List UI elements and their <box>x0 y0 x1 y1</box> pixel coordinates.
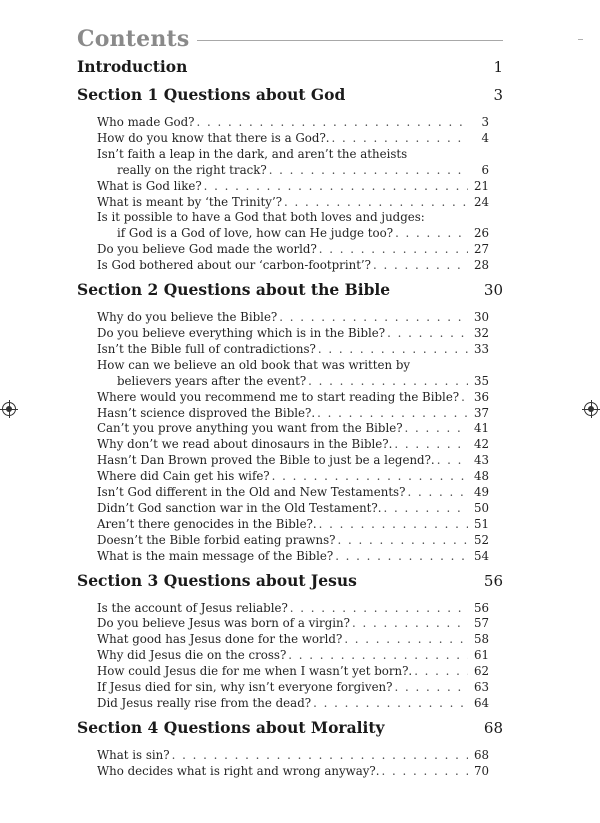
entry-text: Aren’t there genocides in the Bible?. <box>97 516 317 531</box>
entry-text: Is it possible to have a God that both loves and judges: <box>97 210 425 225</box>
section-page: 56 <box>483 571 503 590</box>
section-entries <box>97 748 503 780</box>
entry-text: Isn’t God different in the Old and New Testaments? <box>97 485 406 500</box>
dot-leader <box>461 390 468 406</box>
section-title: Section 2 Questions about the Bible <box>77 280 391 300</box>
toc-entry[interactable] <box>97 664 503 680</box>
introduction-label: Introduction <box>77 57 188 76</box>
dot-leader <box>405 421 468 437</box>
dot-leader <box>382 764 468 780</box>
dot-leader <box>284 195 468 211</box>
toc-entry[interactable] <box>97 179 503 195</box>
toc-entry[interactable] <box>97 242 503 258</box>
dot-leader <box>384 501 468 517</box>
entry-text: How could Jesus die for me when I wasn’t yet born?. <box>97 664 413 679</box>
toc-entry[interactable] <box>97 453 503 469</box>
crop-mark <box>578 39 583 40</box>
table-of-contents <box>77 24 503 786</box>
toc-entry[interactable] <box>97 390 503 406</box>
entry-text: Where would you recommend me to start reading the Bible? <box>97 389 460 404</box>
entry-text: Hasn’t science disproved the Bible?. <box>97 405 316 420</box>
toc-entry[interactable] <box>97 501 503 517</box>
dot-leader <box>196 115 468 131</box>
dot-leader <box>269 163 468 179</box>
entry-text: Where did Cain get his wife? <box>97 469 270 484</box>
entry-text: Can’t you prove anything you want from the Bible? <box>97 421 403 436</box>
entry-text: Do you believe God made the world? <box>97 242 317 257</box>
entry-page: 21 <box>473 178 489 193</box>
dot-leader <box>204 179 468 195</box>
entry-page: 49 <box>473 485 489 500</box>
dot-leader <box>395 226 468 242</box>
entry-text: Doesn’t the Bible forbid eating prawns? <box>97 532 336 547</box>
entry-text: Do you believe everything which is in the Bible? <box>97 325 386 340</box>
toc-entry[interactable] <box>97 131 503 147</box>
entry-page: 56 <box>473 600 489 615</box>
entry-page: 42 <box>473 437 489 452</box>
entry-page: 27 <box>473 242 489 257</box>
entry-page: 43 <box>473 453 489 468</box>
dot-leader <box>407 485 468 501</box>
entry-text: How can we believe an old book that was written by <box>97 357 411 372</box>
entry-text: What is sin? <box>97 747 170 762</box>
entry-page: 36 <box>473 389 489 404</box>
toc-entry-line[interactable] <box>97 147 503 163</box>
section-page: 3 <box>493 86 503 104</box>
toc-entry[interactable] <box>97 326 503 342</box>
toc-entry[interactable] <box>97 437 503 453</box>
section-page: 68 <box>483 718 503 737</box>
entry-page: 26 <box>473 226 489 241</box>
entry-text: What good has Jesus done for the world? <box>97 632 343 647</box>
dot-leader <box>387 326 468 342</box>
section-title: Section 3 Questions about Jesus <box>77 570 357 590</box>
toc-entry-line[interactable] <box>97 210 503 226</box>
dot-leader <box>344 632 468 648</box>
entry-page: 61 <box>473 648 489 663</box>
entry-text: What is the main message of the Bible? <box>97 548 334 563</box>
toc-entry[interactable] <box>97 616 503 632</box>
entry-text: What is God like? <box>97 178 202 193</box>
toc-entry[interactable] <box>97 115 503 131</box>
toc-entry[interactable] <box>97 406 503 422</box>
toc-entry[interactable] <box>97 533 503 549</box>
section-heading[interactable] <box>77 571 503 595</box>
entry-continuation: if God is a God of love, how can He judge too? <box>117 226 394 241</box>
entry-page: 3 <box>481 115 489 129</box>
header-rule <box>197 40 503 41</box>
entry-text: Is the account of Jesus reliable? <box>97 600 288 615</box>
entry-page: 50 <box>473 500 489 515</box>
toc-entry[interactable] <box>97 195 503 211</box>
toc-entry[interactable] <box>97 748 503 764</box>
entry-page: 35 <box>473 373 489 388</box>
entry-continuation: believers years after the event? <box>117 373 307 388</box>
entry-page: 6 <box>481 162 489 177</box>
toc-entry[interactable] <box>97 421 503 437</box>
dot-leader <box>290 601 468 617</box>
entry-text: Did Jesus really rise from the dead? <box>97 696 312 710</box>
toc-entry[interactable] <box>97 226 503 242</box>
entry-page: 68 <box>473 747 489 762</box>
toc-entry[interactable] <box>97 696 503 712</box>
toc-entry[interactable] <box>97 680 503 696</box>
entry-continuation: really on the right track? <box>117 162 267 177</box>
dot-leader <box>317 406 468 422</box>
registration-mark-right <box>584 402 598 416</box>
dot-leader <box>308 374 468 390</box>
entry-page: 64 <box>473 696 489 710</box>
entry-page: 28 <box>473 258 489 273</box>
entry-text: What is meant by ‘the Trinity’? <box>97 194 283 209</box>
dot-leader <box>373 258 468 274</box>
entry-text: Is God bothered about our ‘carbon-footprint’? <box>97 258 372 273</box>
section-entries <box>97 115 503 274</box>
entry-page: 37 <box>473 405 489 420</box>
entry-text: How do you know that there is a God?. <box>97 130 330 145</box>
dot-leader <box>414 664 468 680</box>
entry-text: Isn’t faith a leap in the dark, and aren’t the atheists <box>97 146 408 161</box>
toc-entry[interactable] <box>97 632 503 648</box>
dot-leader <box>279 310 468 326</box>
dot-leader <box>313 696 468 712</box>
toc-entry[interactable] <box>97 764 503 780</box>
section-title: Section 4 Questions about Morality <box>77 717 385 737</box>
entry-page: 70 <box>473 763 489 778</box>
entry-page: 48 <box>473 469 489 484</box>
entry-page: 63 <box>473 680 489 695</box>
dot-leader <box>319 242 468 258</box>
entry-page: 54 <box>473 548 489 563</box>
entry-text: If Jesus died for sin, why isn’t everyone forgiven? <box>97 680 393 695</box>
dot-leader <box>437 453 468 469</box>
entry-text: Hasn’t Dan Brown proved the Bible to just be a legend?. <box>97 453 435 468</box>
entry-text: Isn’t the Bible full of contradictions? <box>97 341 316 356</box>
toc-sections <box>77 85 503 780</box>
dot-leader <box>394 680 468 696</box>
toc-entry[interactable] <box>97 648 503 664</box>
toc-entry[interactable] <box>97 310 503 326</box>
toc-entry-line[interactable] <box>97 358 503 374</box>
entry-text: Why did Jesus die on the cross? <box>97 648 287 663</box>
entry-page: 4 <box>481 130 489 145</box>
section-heading[interactable] <box>77 718 503 742</box>
entry-page: 33 <box>473 341 489 356</box>
dot-leader <box>172 748 468 764</box>
entry-page: 32 <box>473 325 489 340</box>
dot-leader <box>337 533 468 549</box>
toc-entry[interactable] <box>97 163 503 179</box>
toc-entry[interactable] <box>97 549 503 565</box>
entry-text: Who decides what is right and wrong anyway?. <box>97 763 380 778</box>
contents-title: Contents <box>77 26 190 52</box>
section-entries <box>97 601 503 712</box>
toc-entry[interactable] <box>97 517 503 533</box>
dot-leader <box>335 549 468 565</box>
toc-entry[interactable] <box>97 601 503 617</box>
entry-text: Who made God? <box>97 115 195 129</box>
section-heading[interactable] <box>77 280 503 304</box>
section-page: 30 <box>483 281 503 300</box>
dot-leader <box>352 616 468 632</box>
entry-page: 62 <box>473 664 489 679</box>
toc-entry[interactable] <box>97 342 503 358</box>
entry-page: 24 <box>473 194 489 209</box>
toc-entry[interactable] <box>97 469 503 485</box>
entry-text: Why don’t we read about dinosaurs in the Bible?. <box>97 437 393 452</box>
entry-page: 41 <box>473 421 489 436</box>
toc-introduction[interactable] <box>77 57 503 81</box>
entry-page: 52 <box>473 532 489 547</box>
entry-page: 51 <box>473 516 489 531</box>
section-entries <box>97 310 503 565</box>
section-heading[interactable] <box>77 85 503 109</box>
toc-entry[interactable] <box>97 258 503 274</box>
dot-leader <box>318 342 468 358</box>
entry-text: Didn’t God sanction war in the Old Testament?. <box>97 500 382 515</box>
contents-header <box>77 24 503 54</box>
entry-page: 58 <box>473 632 489 647</box>
entry-text: Do you believe Jesus was born of a virgin? <box>97 616 350 631</box>
section-title: Section 1 Questions about God <box>77 85 346 104</box>
dot-leader <box>288 648 468 664</box>
entry-text: Why do you believe the Bible? <box>97 310 278 325</box>
registration-mark-left <box>2 402 16 416</box>
introduction-page: 1 <box>493 58 503 76</box>
dot-leader <box>272 469 468 485</box>
dot-leader <box>394 437 468 453</box>
dot-leader <box>332 131 468 147</box>
toc-entry[interactable] <box>97 374 503 390</box>
toc-entry[interactable] <box>97 485 503 501</box>
dot-leader <box>319 517 468 533</box>
entry-page: 57 <box>473 616 489 631</box>
entry-page: 30 <box>473 310 489 325</box>
